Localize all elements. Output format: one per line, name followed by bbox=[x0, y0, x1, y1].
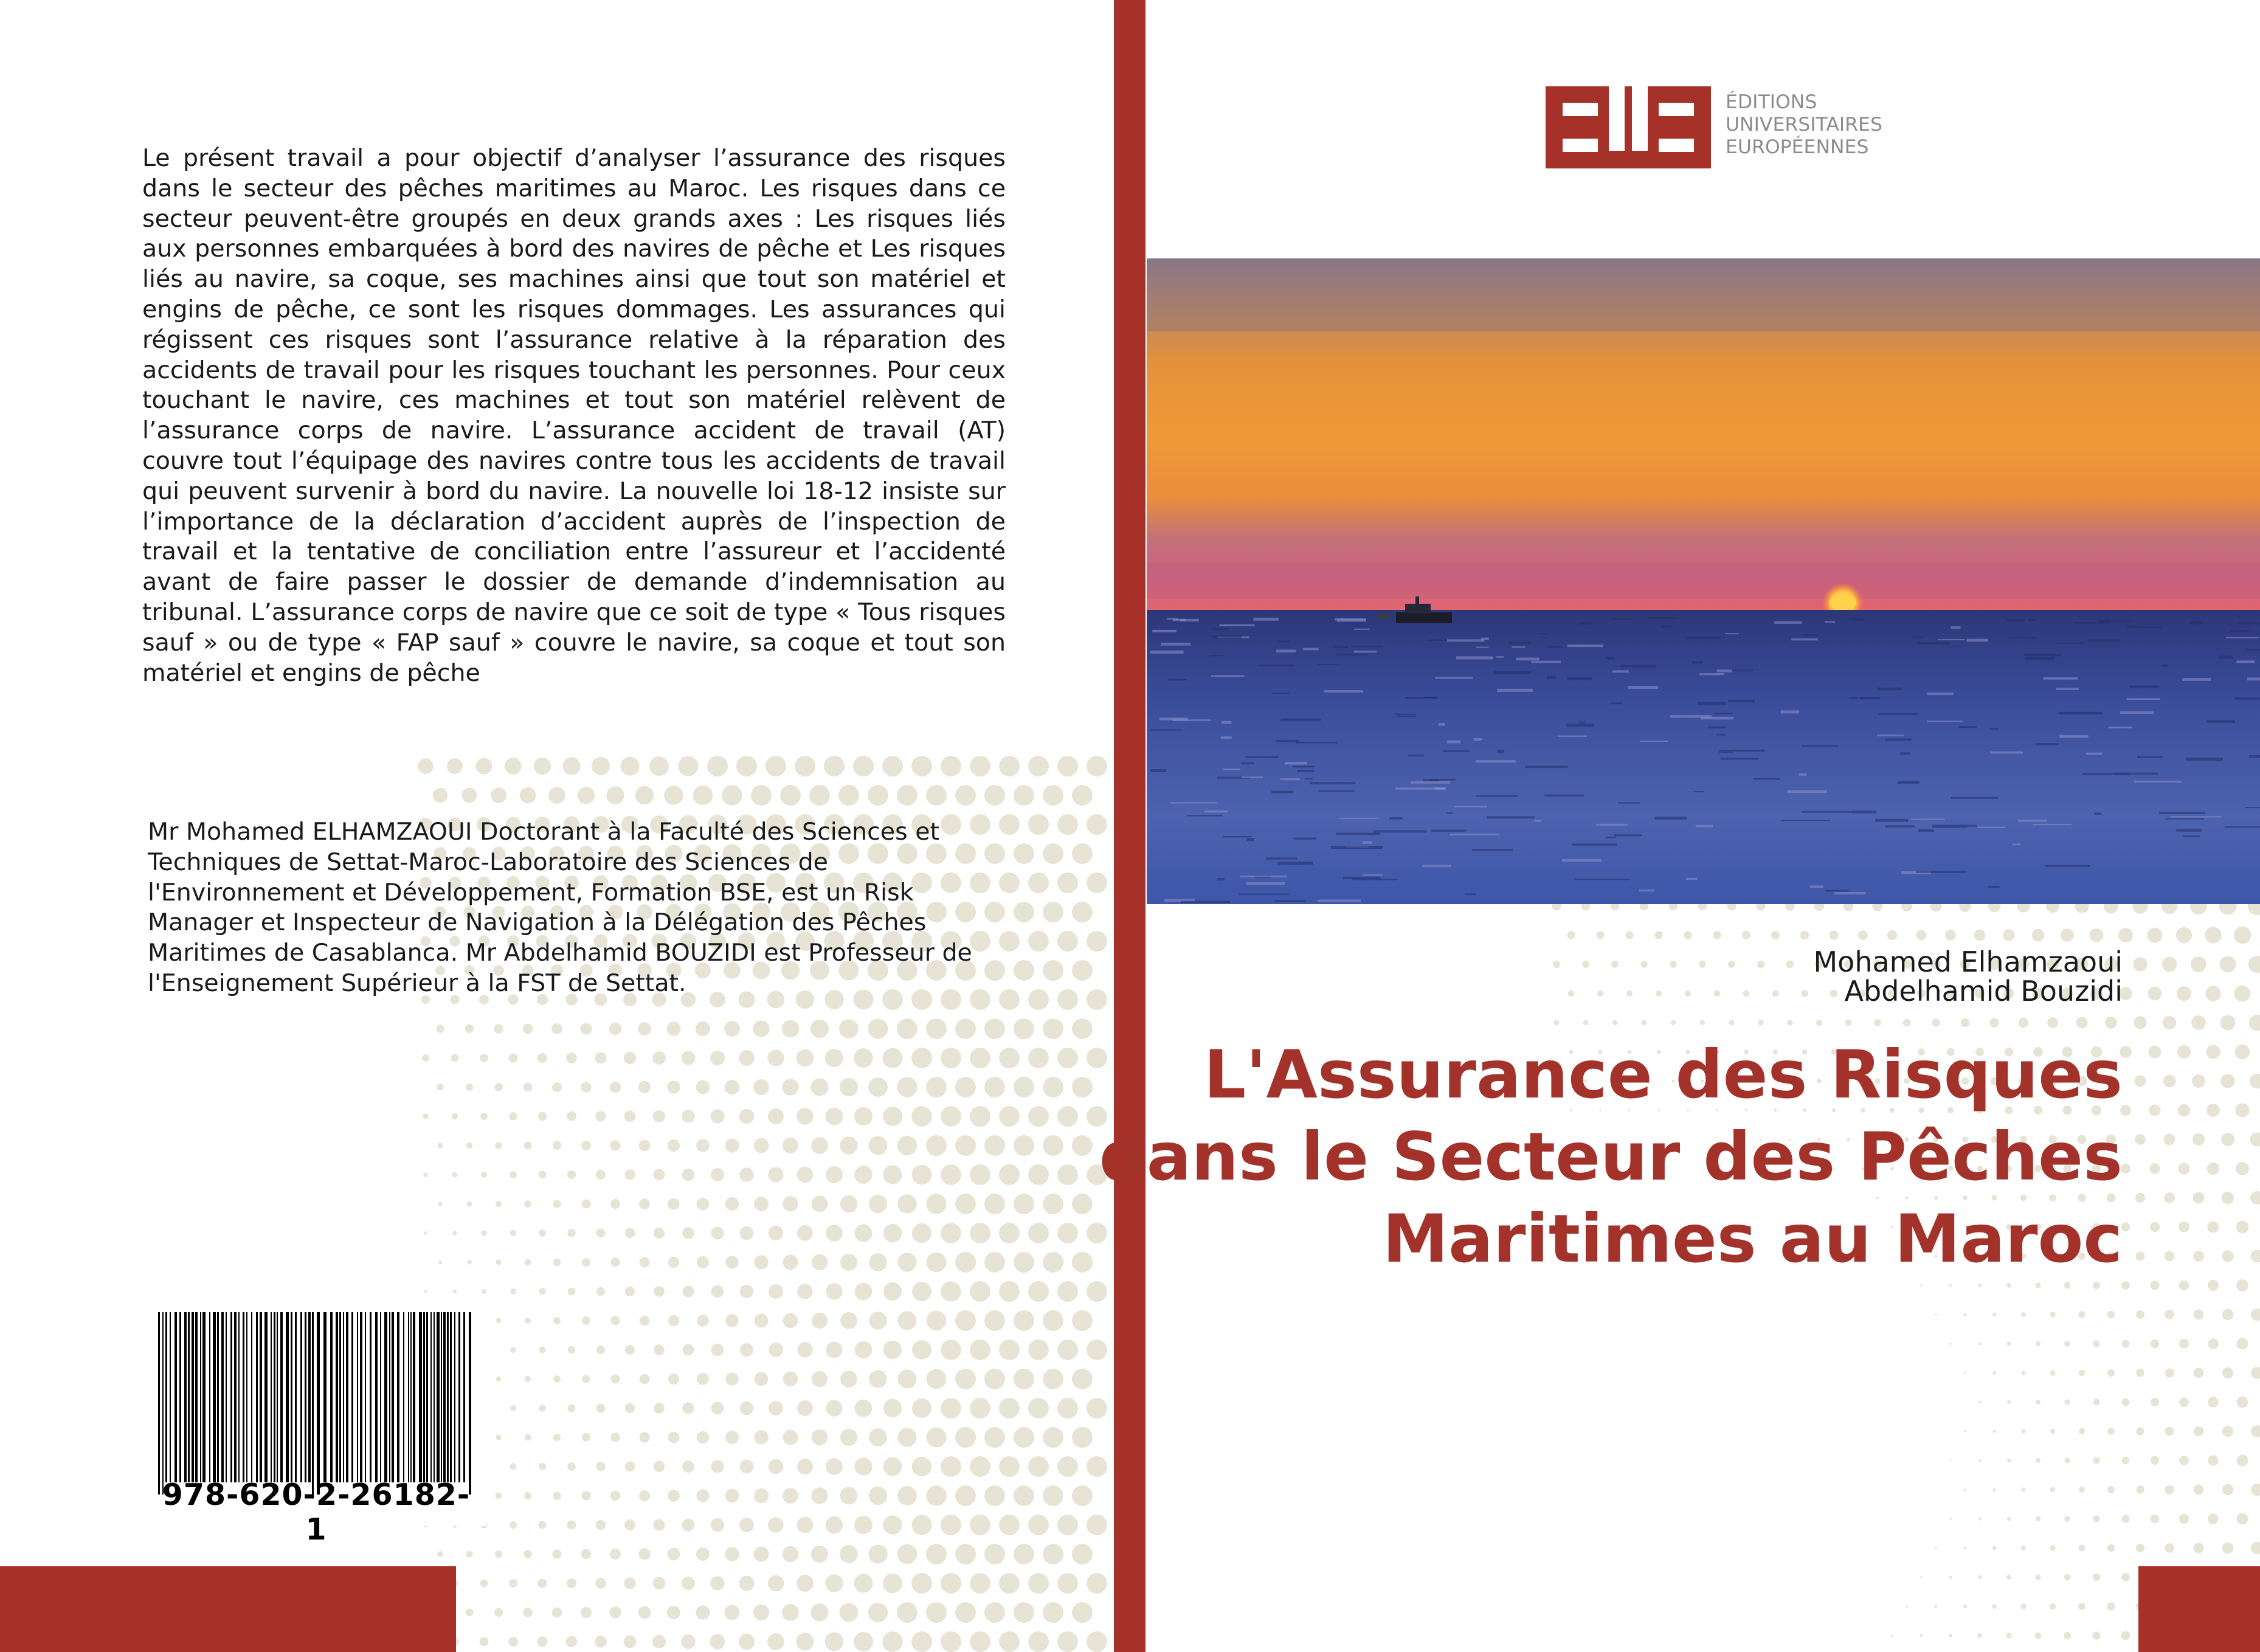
front-bottom-band bbox=[2138, 1566, 2260, 1652]
isbn-number: 978-620-2-26182-1 bbox=[162, 1477, 471, 1547]
publisher-name bbox=[1726, 91, 1882, 159]
back-cover-blurb: Le présent travail a pour objectif d’analyser l’assurance des risques dans le secteur des pêches maritimes au Maroc. Les risques dans ce secteur peuvent-être groupés en deux grands axes : Les risques liés aux personnes embarquées à bord des navires de pêche et Les risques liés au navire, sa coque, ses machines ainsi que tout son matériel et engins de pêche, ce sont les risques dommages. Les assurances qui régissent ces risques sont l’assurance relative à la réparation des accidents de travail pour les risques touchant les personnes. Pour ceux touchant le navire, ces machines et tout son matériel relèvent de l’assurance corps de navire. L’assurance accident de travail (AT) couvre tout l’équipage des navires contre tous les accidents de travail qui peuvent survenir à bord du navire. La nouvelle loi 18-12 insiste sur l’importance de la déclaration d’accident auprès de l’inspection de travail et la tentative de conciliation entre l’assureur et l’accidenté avant de faire passer le dossier de demande d’indemnisation au tribunal. L’assurance corps de navire que ce soit de type « Tous risques sauf » ou de type « FAP sauf » couvre le navire, sa coque et tout son matériel et engins de pêche bbox=[142, 144, 1006, 687]
title-line-1: L'Assurance des Risques bbox=[1203, 1036, 2123, 1113]
author-biography: Mr Mohamed ELHAMZAOUI Doctorant à la Faculté des Sciences et Techniques de Settat-Maroc-Laboratoire des Sciences de l'Environnement et Développement, Formation BSE, est un Risk Manager et Inspecteur de Navigation à la Délégation des Pêches Maritimes de Casablanca. Mr Abdelhamid BOUZIDI est Professeur de l'Enseignement Supérieur à la FST de Settat. bbox=[148, 818, 972, 997]
author-name-2: Abdelhamid Bouzidi bbox=[1844, 975, 2123, 1007]
title-line-2: dans le Secteur des Pêches bbox=[1099, 1118, 2123, 1195]
publisher-line-3: EUROPÉENNES bbox=[1726, 136, 1869, 158]
title-line-3: Maritimes au Maroc bbox=[1382, 1200, 2123, 1277]
book-title bbox=[1099, 1034, 2123, 1280]
eue-logo-mark bbox=[1546, 86, 1711, 168]
publisher-line-1: ÉDITIONS bbox=[1726, 91, 1817, 113]
publisher-line-2: UNIVERSITAIRES bbox=[1726, 114, 1882, 136]
back-bottom-band bbox=[0, 1566, 456, 1652]
cover-photo-sunset-sea bbox=[1147, 258, 2260, 904]
author-name-1: Mohamed Elhamzaoui bbox=[1813, 945, 2123, 978]
spine bbox=[1114, 0, 1146, 1652]
